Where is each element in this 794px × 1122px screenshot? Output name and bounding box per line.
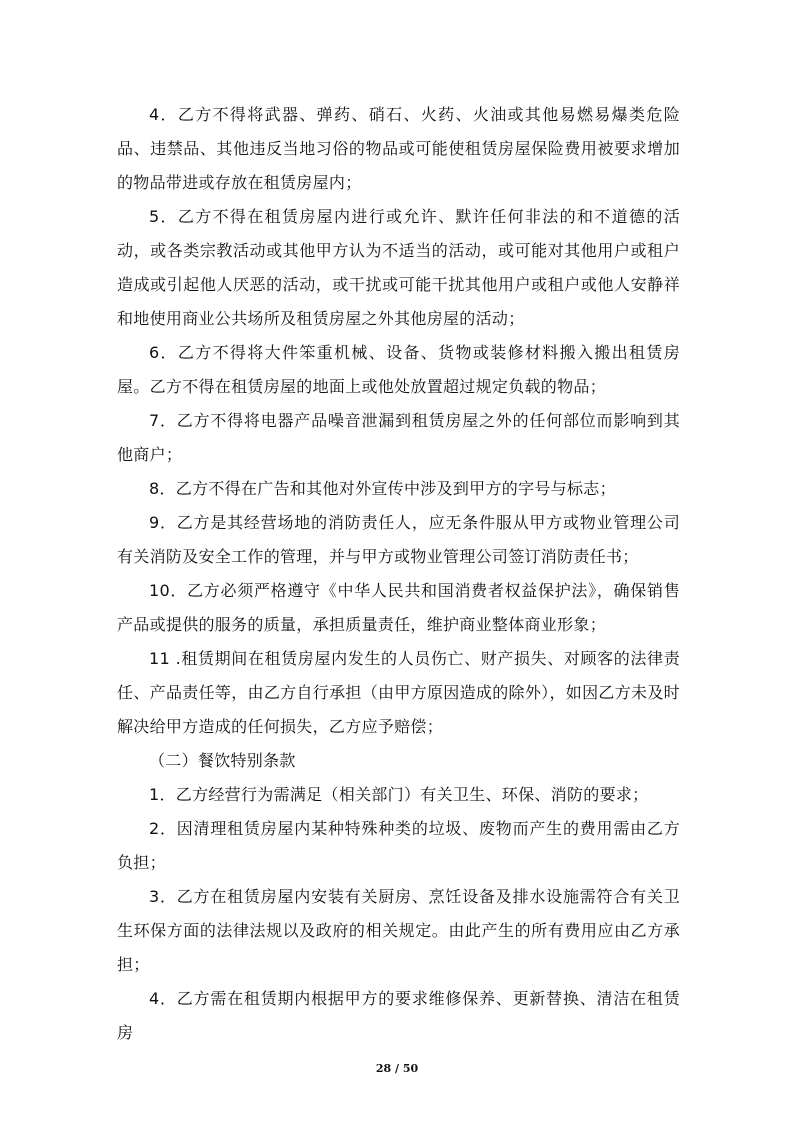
- section-heading-catering: （二）餐饮特别条款: [149, 751, 296, 770]
- document-body: [117, 98, 680, 1050]
- catering-clause-2: 2．因清理租赁房屋内某种特殊种类的垃圾、废物而产生的费用需由乙方负担；: [117, 819, 680, 872]
- clause-11-liability: 11 .租赁期间在租赁房屋内发生的人员伤亡、财产损失、对顾客的法律责任、产品责任等，由乙方自行承担（由甲方原因造成的除外），如因乙方未及时解决给甲方造成的任何损失，乙方应予赔偿；: [117, 649, 680, 736]
- catering-clause-1: 1．乙方经营行为需满足（相关部门）有关卫生、环保、消防的要求；: [149, 785, 649, 804]
- page-number: 28 / 50: [375, 1062, 419, 1075]
- catering-clause-3: 3．乙方在租赁房屋内安装有关厨房、烹饪设备及排水设施需符合有关卫生环保方面的法律法规以及政府的相关规定。由此产生的所有费用应由乙方承担；: [117, 887, 680, 974]
- clause-8-advertising: 8．乙方不得在广告和其他对外宣传中涉及到甲方的字号与标志；: [149, 479, 616, 498]
- clause-9-fire-safety: 9．乙方是其经营场地的消防责任人，应无条件服从甲方或物业管理公司有关消防及安全工作的管理，并与甲方或物业管理公司签订消防责任书；: [117, 513, 680, 566]
- clause-4-hazardous-goods: 4．乙方不得将武器、弹药、硝石、火药、火油或其他易燃易爆类危险品、违禁品、其他违反当地习俗的物品或可能使租赁房屋保险费用被要求增加的物品带进或存放在租赁房屋内；: [117, 105, 680, 192]
- clause-5-prohibited-activities: 5．乙方不得在租赁房屋内进行或允许、默许任何非法的和不道德的活动，或各类宗教活动或其他甲方认为不适当的活动，或可能对其他用户或租户造成或引起他人厌恶的活动，或干扰或可能干扰其他用户或租户或他人安静祥和地使用商业公共场所及租赁房屋之外其他房屋的活动；: [117, 207, 680, 328]
- clause-10-consumer-protection: 10．乙方必须严格遵守《中华人民共和国消费者权益保护法》，确保销售产品或提供的服务的质量，承担质量责任，维护商业整体商业形象；: [117, 581, 680, 634]
- clause-7-noise: 7．乙方不得将电器产品噪音泄漏到租赁房屋之外的任何部位而影响到其他商户；: [117, 411, 680, 464]
- clause-6-heavy-equipment: 6．乙方不得将大件笨重机械、设备、货物或装修材料搬入搬出租赁房屋。乙方不得在租赁房屋的地面上或他处放置超过规定负载的物品；: [117, 343, 680, 396]
- catering-clause-4: 4．乙方需在租赁期内根据甲方的要求维修保养、更新替换、清洁在租赁房: [117, 989, 680, 1042]
